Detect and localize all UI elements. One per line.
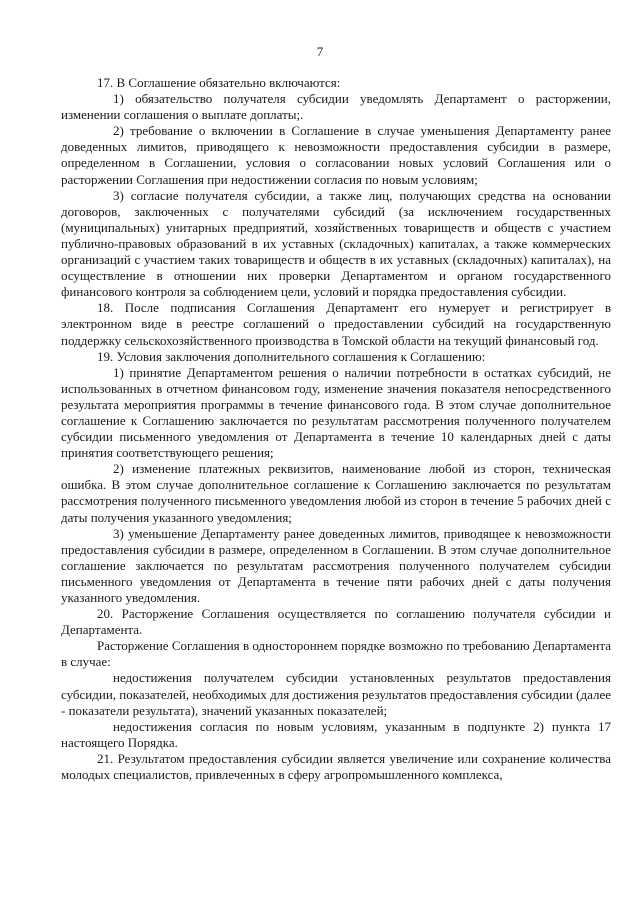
paragraph: недостижения получателем субсидии установленных результатов предоставления субсидии, показателей, необходимых для достижения результатов предоставления субсидии (далее - показатели результата), значений указанных показателей; [61, 670, 611, 718]
paragraph: 2) требование о включении в Соглашение в случае уменьшения Департаменту ранее доведенных лимитов, приводящего к невозможности предоставления субсидии в размере, определенном в Соглашении, условия о согласовании новых условий Соглашения или о расторжении Соглашения при недостижении согласия по новым условиям; [61, 123, 611, 187]
paragraph: 3) уменьшение Департаменту ранее доведенных лимитов, приводящее к невозможности предоставления субсидии в размере, определенном в Соглашении. В этом случае дополнительное соглашение заключается по результатам рассмотрения полученного получателем субсидии письменного уведомления от Департамента в течение пяти рабочих дней с даты получения указанного уведомления. [61, 525, 611, 605]
paragraph: 2) изменение платежных реквизитов, наименование любой из сторон, техническая ошибка. В этом случае дополнительное соглашение к Соглашению заключается по результатам рассмотрения полученного письменного уведомления любой из сторон в течение 5 рабочих дней с даты получения указанного уведомления; [61, 461, 611, 525]
paragraph: 18. После подписания Соглашения Департамент его нумерует и регистрирует в электронном виде в реестре соглашений о предоставлении субсидий на государственную поддержку сельскохозяйственного производства в Томской области на текущий финансовый год. [61, 300, 611, 348]
paragraph: недостижения согласия по новым условиям, указанным в подпункте 2) пункта 17 настоящего Порядка. [61, 718, 611, 750]
paragraph: 3) согласие получателя субсидии, а также лиц, получающих средства на основании договоров, заключенных с получателями субсидий (за исключением государственных (муниципальных) унитарных предприятий, хозяйственных товариществ и обществ с участием публично-правовых образований в их уставных (складочных) капиталах, а также коммерческих организаций с участием таких товариществ и обществ в их уставных (складочных) капиталах), на осуществление в отношении них проверки Департаментом и органом государственного финансового контроля за соблюдением цели, условий и порядка предоставления субсидии. [61, 187, 611, 300]
paragraph: 1) обязательство получателя субсидии уведомлять Департамент о расторжении, изменении соглашения о выплате доплаты;. [61, 91, 611, 123]
paragraph: 1) принятие Департаментом решения о наличии потребности в остатках субсидий, не использованных в отчетном финансовом году, изменение значения показателя непосредственного результата мероприятия программы в течение финансового года. В этом случае дополнительное соглашение к Соглашению заключается по результатам рассмотрения полученного получателем субсидии письменного уведомления от Департамента в течение 10 календарных дней с даты принятия соответствующего решения; [61, 364, 611, 461]
page-number: 7 [316, 44, 324, 59]
document-body [61, 75, 611, 783]
paragraph: 21. Результатом предоставления субсидии является увеличение или сохранение количества молодых специалистов, привлеченных в сферу агропромышленного комплекса, [61, 750, 611, 783]
paragraph: 20. Расторжение Соглашения осуществляется по соглашению получателя субсидии и Департамента. [61, 606, 611, 638]
paragraph: 17. В Соглашение обязательно включаются: [97, 75, 341, 90]
paragraph: 19. Условия заключения дополнительного соглашения к Соглашению: [97, 348, 486, 364]
paragraph: Расторжение Соглашения в одностороннем порядке возможно по требованию Департамента в случае: [61, 638, 611, 670]
